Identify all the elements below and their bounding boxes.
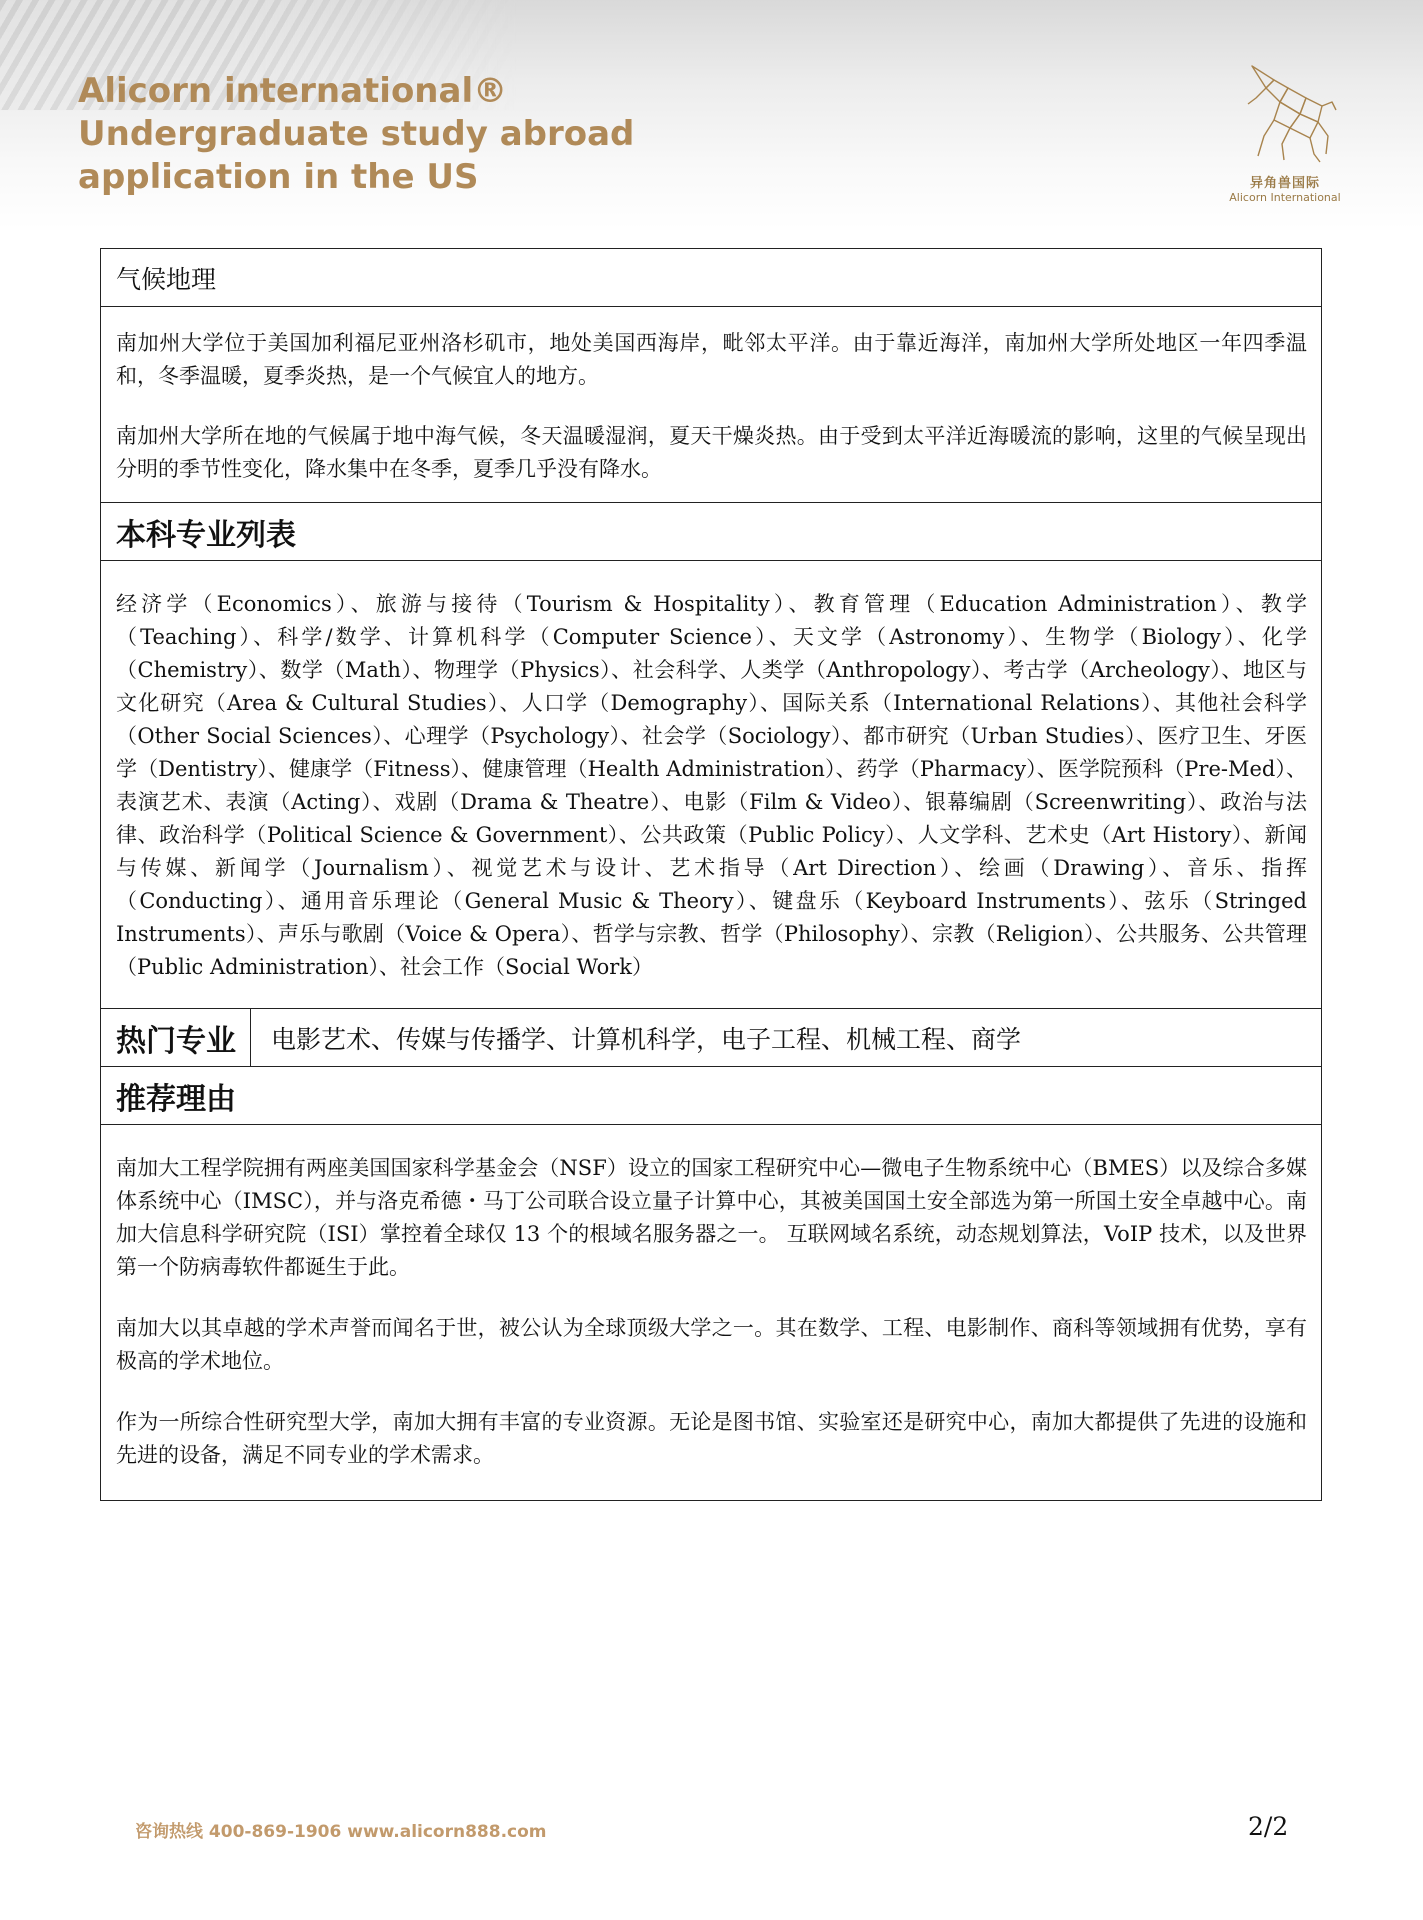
brand-title-line-3: application in the US	[78, 157, 479, 197]
reasons-paragraph-3: 作为一所综合性研究型大学，南加大拥有丰富的专业资源。无论是图书馆、实验室还是研究中心，南加大都提供了先进的设施和先进的设备，满足不同专业的学术需求。	[116, 1410, 1307, 1467]
climate-paragraph-1: 南加州大学位于美国加利福尼亚州洛杉矶市，地处美国西海岸，毗邻太平洋。由于靠近海洋，南加州大学所处地区一年四季温和，冬季温暖，夏季炎热，是一个气候宜人的地方。	[116, 331, 1307, 388]
climate-heading: 气候地理	[101, 249, 1321, 307]
logo-english-name: Alicorn International	[1229, 191, 1341, 204]
majors-content	[101, 561, 1321, 1009]
reasons-heading: 推荐理由	[101, 1067, 1321, 1125]
hot-majors-label: 热门专业	[101, 1009, 251, 1066]
reasons-paragraph-1: 南加大工程学院拥有两座美国国家科学基金会（NSF）设立的国家工程研究中心—微电子生物系统中心（BMES）以及综合多媒体系统中心（IMSC），并与洛克希德・马丁公司联合设立量子计算中心，其被美国国土安全部选为第一所国土安全卓越中心。南加大信息科学研究院（ISI）掌控着全球仅 13 个的根域名服务器之一。 互联网域名系统，动态规划算法，VoIP 技术，以及世界第一个防病毒软件都诞生于此。	[116, 1156, 1307, 1279]
majors-list-text: 经济学（Economics）、旅游与接待（Tourism & Hospitality）、教育管理（Education Administration）、教学（Teaching）、科学/数学、计算机科学（Computer Science）、天文学（Astronomy）、生物学（Biology）、化学（Chemistry）、数学（Math）、物理学（Physics）、社会科学、人类学（Anthropology）、考古学（Archeology）、地区与文化研究（Area & Cultural Studies）、人口学（Demography）、国际关系（International Relations）、其他社会科学（Other Social Sciences）、心理学（Psychology）、社会学（Sociology）、都市研究（Urban Studies）、医疗卫生、牙医学（Dentistry）、健康学（Fitness）、健康管理（Health Administration）、药学（Pharmacy）、医学院预科（Pre-Med）、表演艺术、表演（Acting）、戏剧（Drama & Theatre）、电影（Film & Video）、银幕编剧（Screenwriting）、政治与法律、政治科学（Political Science & Government）、公共政策（Public Policy）、人文学科、艺术史（Art History）、新闻与传媒、新闻学（Journalism）、视觉艺术与设计、艺术指导（Art Direction）、绘画（Drawing）、音乐、指挥（Conducting）、通用音乐理论（General Music & Theory）、键盘乐（Keyboard Instruments）、弦乐（Stringed Instruments）、声乐与歌剧（Voice & Opera）、哲学与宗教、哲学（Philosophy）、宗教（Religion）、公共服务、公共管理（Public Administration）、社会工作（Social Work）	[116, 592, 1307, 979]
brand-title	[78, 70, 634, 199]
alicorn-logo	[1210, 58, 1360, 208]
logo-chinese-name: 异角兽国际	[1249, 176, 1320, 191]
brand-title-line-2: Undergraduate study abroad	[78, 114, 635, 154]
hot-majors-row	[101, 1009, 1321, 1067]
footer-contact: 咨询热线 400-869-1906 www.alicorn888.com	[135, 1822, 547, 1842]
brand-title-line-1: Alicorn international®	[78, 71, 508, 111]
hot-majors-value: 电影艺术、传媒与传播学、计算机科学，电子工程、机械工程、商学	[271, 1024, 1022, 1054]
page-number: 2/2	[1248, 1812, 1289, 1841]
unicorn-icon	[1230, 58, 1340, 168]
majors-heading: 本科专业列表	[101, 503, 1321, 561]
reasons-content	[101, 1125, 1321, 1500]
reasons-paragraph-2: 南加大以其卓越的学术声誉而闻名于世，被公认为全球顶级大学之一。其在数学、工程、电影制作、商科等领域拥有优势，享有极高的学术地位。	[116, 1316, 1307, 1373]
climate-paragraph-2: 南加州大学所在地的气候属于地中海气候，冬天温暖湿润，夏天干燥炎热。由于受到太平洋近海暖流的影响，这里的气候呈现出分明的季节性变化，降水集中在冬季，夏季几乎没有降水。	[116, 424, 1307, 481]
climate-content	[101, 307, 1321, 503]
university-info-table	[100, 248, 1322, 1501]
